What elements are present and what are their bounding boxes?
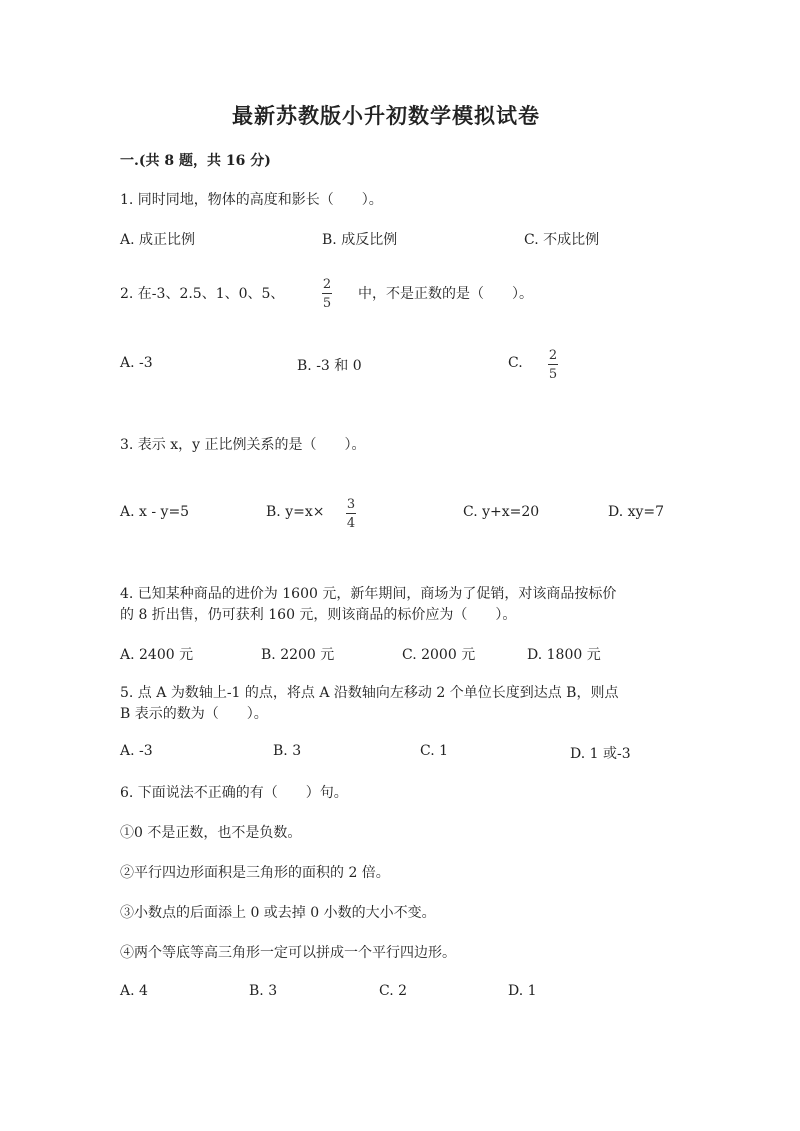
- question-6-statement-1: ①0 不是正数，也不是负数。: [120, 825, 302, 841]
- question-5-option-a: A. -3: [120, 743, 153, 759]
- question-3-option-d: D. xy=7: [608, 504, 665, 520]
- question-1-option-a: A. 成正比例: [120, 232, 196, 248]
- question-6-stem: 6. 下面说法不正确的有（ ）句。: [120, 785, 348, 801]
- question-5-option-c: C. 1: [420, 743, 449, 759]
- question-6-option-c: C. 2: [379, 983, 408, 999]
- fraction-numerator: 2: [548, 348, 558, 363]
- question-6-option-a: A. 4: [120, 983, 148, 999]
- question-4-stem-line-1: 4. 已知某种商品的进价为 1600 元，新年期间，商场为了促销，对该商品按标价: [120, 586, 617, 602]
- fraction-bar: [548, 364, 558, 365]
- fraction-numerator: 2: [322, 277, 332, 292]
- question-6-option-d: D. 1: [508, 983, 537, 999]
- question-2-stem-start: 2. 在-3、2.5、1、0、5、: [120, 286, 285, 302]
- question-1-option-c: C. 不成比例: [524, 232, 600, 248]
- fraction-bar: [322, 293, 332, 294]
- fraction-denominator: 5: [322, 296, 332, 311]
- question-6-statement-3: ③小数点的后面添上 0 或去掉 0 小数的大小不变。: [120, 905, 436, 921]
- question-2-stem-end: 中，不是正数的是（ ）。: [358, 286, 533, 302]
- question-3-stem: 3. 表示 x，y 正比例关系的是（ ）。: [120, 437, 366, 453]
- question-4-option-b: B. 2200 元: [261, 647, 335, 663]
- fraction-bar: [346, 513, 356, 514]
- question-1-option-b: B. 成反比例: [322, 232, 398, 248]
- fraction-denominator: 4: [346, 516, 356, 531]
- question-6-statement-2: ②平行四边形面积是三角形的面积的 2 倍。: [120, 865, 390, 881]
- question-2-option-b: B. -3 和 0: [297, 358, 362, 374]
- question-5-option-b: B. 3: [273, 743, 302, 759]
- question-5-stem-line-1: 5. 点 A 为数轴上-1 的点，将点 A 沿数轴向左移动 2 个单位长度到达点 B，则点: [120, 685, 619, 701]
- question-5-stem-line-2: B 表示的数为（ ）。: [120, 706, 268, 722]
- question-1-stem: 1. 同时同地，物体的高度和影长（ ）。: [120, 192, 383, 208]
- fraction-denominator: 5: [548, 367, 558, 382]
- question-4-option-d: D. 1800 元: [527, 647, 601, 663]
- question-3-option-b-fraction: [346, 497, 356, 531]
- question-6-option-b: B. 3: [249, 983, 278, 999]
- fraction-numerator: 3: [346, 497, 356, 512]
- question-2-option-c: C.: [508, 355, 523, 371]
- question-4-option-c: C. 2000 元: [402, 647, 476, 663]
- page-title: 最新苏教版小升初数学模拟试卷: [232, 103, 540, 128]
- question-4-stem-line-2: 的 8 折出售，仍可获利 160 元，则该商品的标价应为（ ）。: [120, 607, 517, 623]
- question-2-fraction: [322, 277, 332, 311]
- question-3-option-b: B. y=x×: [266, 504, 325, 520]
- question-3-option-c: C. y+x=20: [463, 504, 540, 520]
- question-3-option-a: A. x - y=5: [120, 504, 190, 520]
- question-5-option-d: D. 1 或-3: [570, 746, 631, 762]
- question-2-option-a: A. -3: [120, 355, 153, 371]
- question-6-statement-4: ④两个等底等高三角形一定可以拼成一个平行四边形。: [120, 945, 456, 961]
- question-2-option-c-fraction: [548, 348, 558, 382]
- section-header: 一.(共 8 题，共 16 分): [120, 153, 271, 169]
- question-4-option-a: A. 2400 元: [120, 647, 194, 663]
